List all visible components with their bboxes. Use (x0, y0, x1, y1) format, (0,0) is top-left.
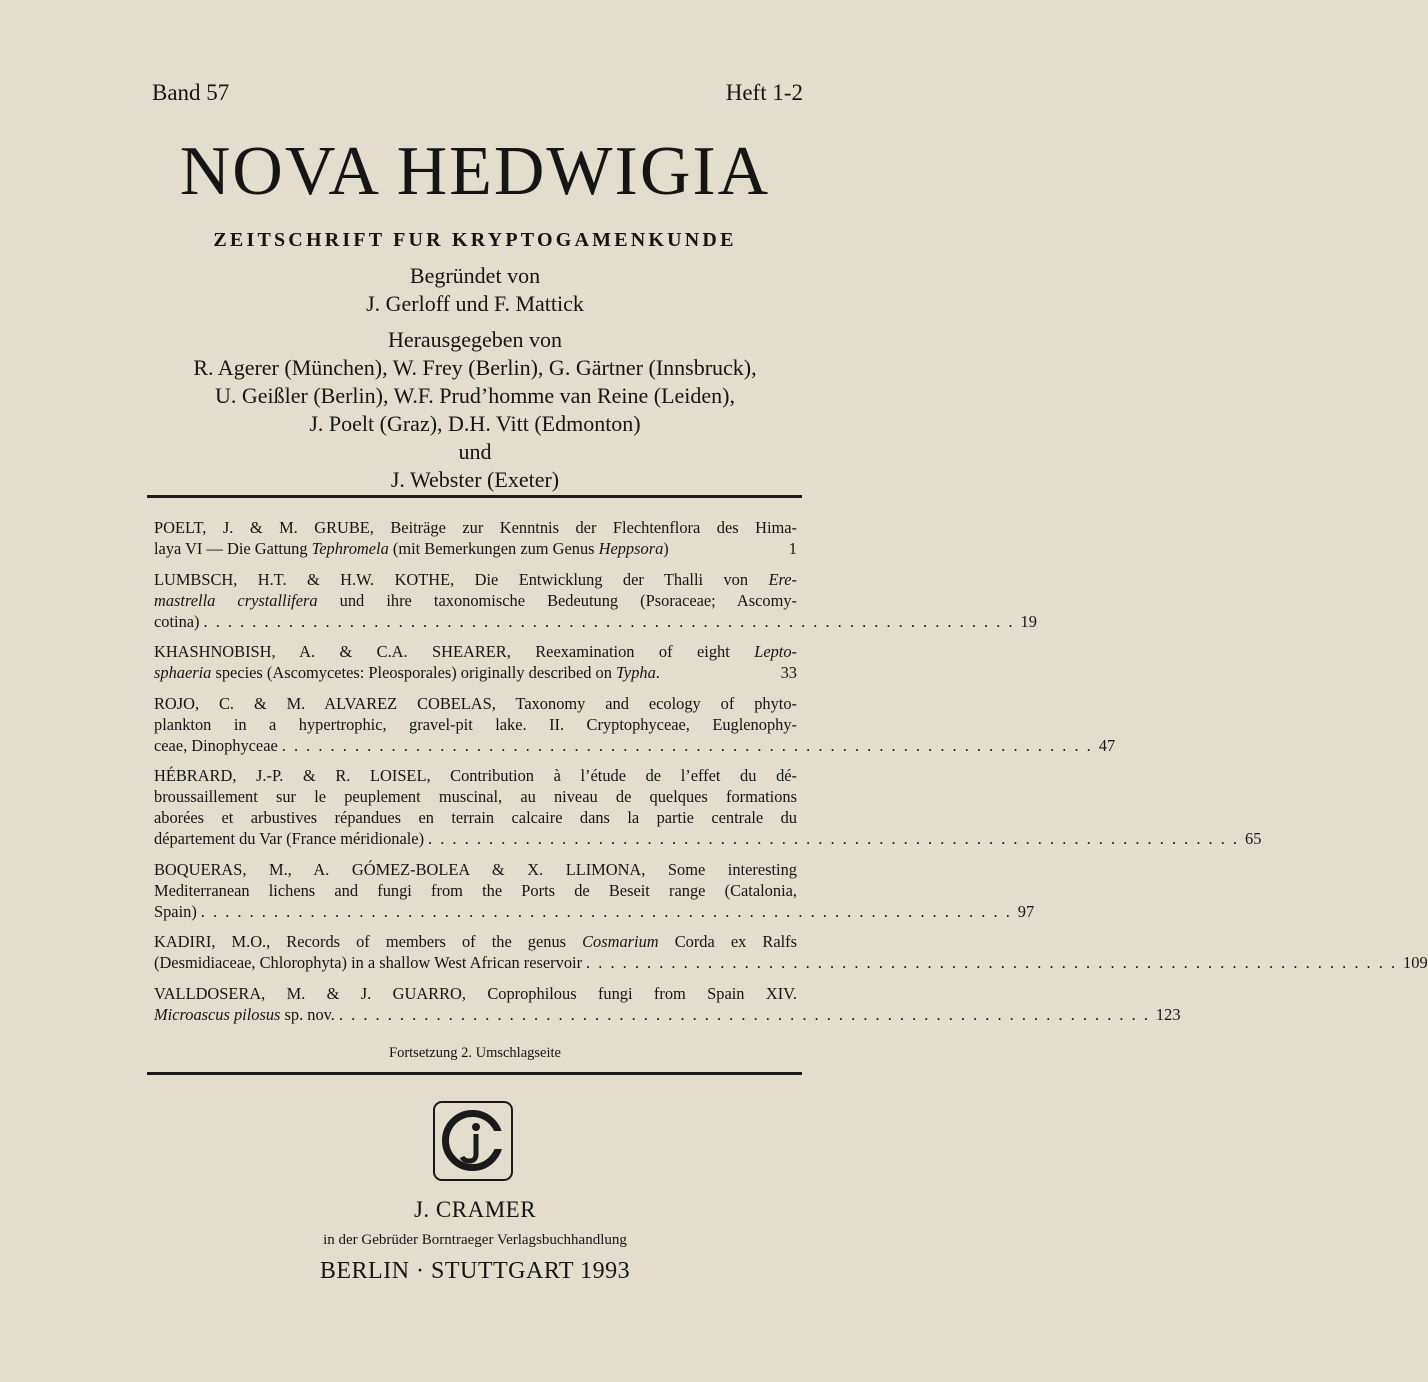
toc-line: cotina) (154, 611, 200, 631)
leader-dots: . . . . . . . . . . . . . . . . . . . . . . . . . . . . . . . . . . . . . . . . . . . . . . . . . . . . . . . . . . . . . . . . . . . (281, 735, 1093, 755)
toc-line: ceae, Dinophyceae (154, 735, 278, 755)
toc-page: 97 (1017, 901, 1035, 921)
leader-dots: . . . . . . . . . . . . . . . . . . . . . . . . . . . . . . . . . . . . . . . . . . . . . . . . . . . . . . . . . . . . . . . . . . . (203, 611, 1015, 631)
leader-dots: . . . . . . . . . . . . . . . . . . . . . . . . . . . . . . . . . . . . . . . . . . . . . . . . . . . . . . . . . . . . . . . . . . . (586, 953, 1398, 972)
toc-page: 47 (1098, 735, 1116, 755)
founders-block (100, 262, 850, 318)
toc-page: 1 (788, 539, 797, 558)
divider-bottom (147, 1072, 802, 1075)
leader-dots: . . . . . . . . . . . . . . . . . . . . . . . . . . . . . . . . . . . . . . . . . . . . . . . . . . . . . . . . . . . . . . . . . . . (338, 1004, 1150, 1024)
toc-line: BOQUERAS, M., A. GÓMEZ-BOLEA & X. LLIMONA, Some interesting (154, 859, 797, 879)
toc-line: KHASHNOBISH, A. & C.A. SHEARER, Reexamination of eight Lepto- (154, 642, 797, 661)
journal-subtitle: ZEITSCHRIFT FUR KRYPTOGAMENKUNDE (213, 229, 737, 251)
continuation-note: Fortsetzung 2. Umschlagseite (389, 1045, 561, 1061)
toc-entry[interactable] (154, 517, 797, 559)
toc-entry[interactable] (154, 569, 1037, 632)
issue-label: Heft 1-2 (725, 80, 803, 105)
toc-line: broussaillement sur le peuplement muscinal, au niveau de quelques formations (154, 787, 797, 806)
toc-line: POELT, J. & M. GRUBE, Beiträge zur Kenntnis der Flechtenflora des Hima- (154, 518, 797, 537)
toc-entry[interactable] (154, 859, 1035, 922)
publisher-name: J. CRAMER (413, 1197, 537, 1222)
toc-entry[interactable] (154, 931, 1428, 973)
founders-names: J. Gerloff und F. Mattick (366, 291, 584, 316)
toc-page: 19 (1020, 611, 1037, 631)
toc-line: (Desmidiaceae, Chlorophyta) in a shallow West African reservoir (154, 953, 583, 972)
toc-entry[interactable] (154, 693, 1116, 756)
toc-line: KADIRI, M.O., Records of members of the genus Cosmarium Corda ex Ralfs (154, 932, 797, 951)
toc-line: mastrella crystallifera und ihre taxonomische Bedeutung (Psoraceae; Ascomy- (154, 590, 798, 610)
editors-line: U. Geißler (Berlin), W.F. Prud’homme van Reine (Leiden), (214, 383, 735, 408)
editors-line: R. Agerer (München), W. Frey (Berlin), G. Gärtner (Innsbruck), (193, 355, 757, 380)
toc-page: 123 (1155, 1004, 1181, 1024)
editors-block (100, 326, 850, 494)
volume-label: Band 57 (152, 80, 230, 105)
editors-label: Herausgegeben von (387, 327, 563, 352)
toc-page: 109 (1403, 953, 1428, 972)
toc-page: 33 (780, 663, 797, 682)
editors-line: J. Poelt (Graz), D.H. Vitt (Edmonton) (309, 411, 641, 436)
toc-line: département du Var (France méridionale) (154, 829, 425, 848)
toc-line: Microascus pilosus sp. nov. (154, 1004, 335, 1024)
toc-line: ROJO, C. & M. ALVAREZ COBELAS, Taxonomy and ecology of phyto- (154, 693, 797, 713)
toc-line: LUMBSCH, H.T. & H.W. KOTHE, Die Entwicklung der Thalli von Ere- (154, 569, 797, 589)
toc-entry[interactable] (154, 983, 1181, 1025)
toc-entry[interactable] (154, 641, 797, 683)
leader-dots: . . . . . . . . . . . . . . . . . . . . . . . . . . . . . . . . . . . . . . . . . . . . . . . . . . . . . . . . . . . . . . . . . . . (200, 901, 1012, 921)
publisher-logo (433, 1101, 513, 1181)
toc-page: 65 (1245, 829, 1262, 848)
toc-line: Spain) (154, 901, 197, 921)
toc-line: VALLDOSERA, M. & J. GUARRO, Coprophilous fungi from Spain XIV. (154, 983, 797, 1003)
founders-label: Begründet von (409, 263, 541, 288)
table-of-contents (154, 517, 1428, 1034)
editors-line: und (458, 439, 492, 464)
editors-line: J. Webster (Exeter) (390, 467, 560, 492)
journal-title: NOVA HEDWIGIA (179, 133, 771, 210)
divider-top (147, 495, 802, 498)
toc-line: plankton in a hypertrophic, gravel-pit lake. II. Cryptophyceae, Euglenophy- (154, 714, 797, 734)
toc-line: Mediterranean lichens and fungi from the Ports de Beseit range (Catalonia, (154, 880, 797, 900)
publisher-city-year: BERLIN · STUTTGART 1993 (319, 1258, 631, 1284)
leader-dots: . . . . . . . . . . . . . . . . . . . . . . . . . . . . . . . . . . . . . . . . . . . . . . . . . . . . . . . . . . . . . . . . . . . (428, 829, 1240, 848)
toc-line: HÉBRARD, J.-P. & R. LOISEL, Contribution à l’étude de l’effet du dé- (154, 766, 797, 785)
toc-entry[interactable] (154, 765, 1262, 849)
toc-line: sphaeria species (Ascomycetes: Pleosporales) originally described on Typha. (154, 663, 660, 682)
cj-monogram-icon (435, 1103, 510, 1178)
toc-line: laya VI — Die Gattung Tephromela (mit Bemerkungen zum Genus Heppsora) (154, 539, 669, 558)
publisher-imprint: in der Gebrüder Borntraeger Verlagsbuchhandlung (323, 1232, 627, 1248)
toc-line: aborées et arbustives répandues en terrain calcaire dans la partie centrale du (154, 808, 797, 827)
